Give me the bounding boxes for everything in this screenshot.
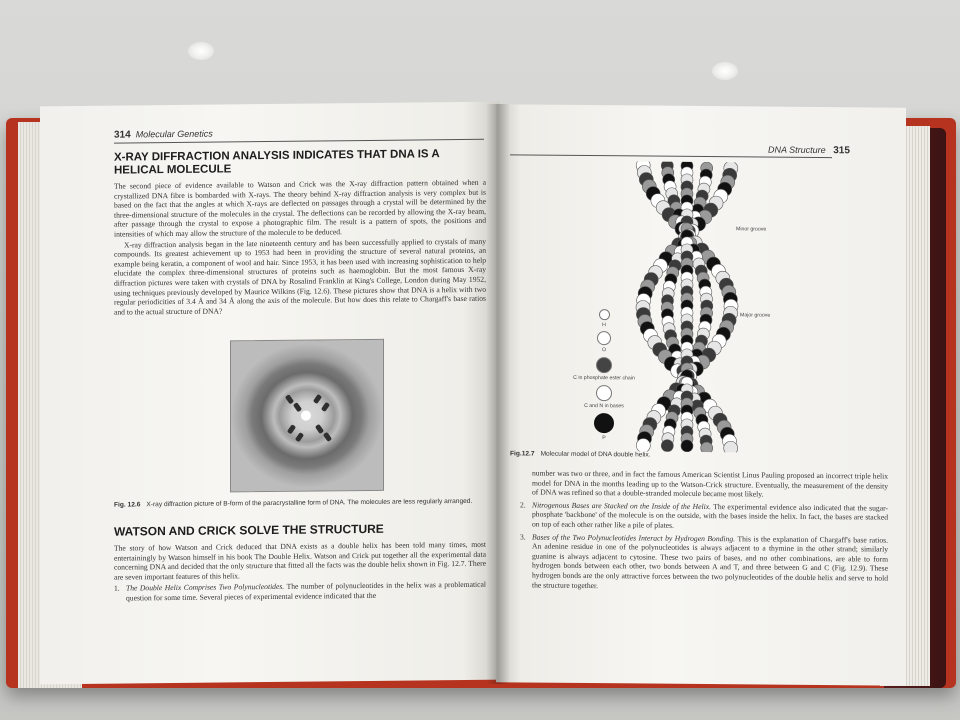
running-head-title: Molecular Genetics — [135, 128, 213, 140]
hydrogen-atom-icon — [599, 309, 610, 320]
legend-hydrogen — [574, 309, 634, 329]
list-item — [520, 500, 888, 532]
running-head-title: DNA Structure — [768, 144, 826, 156]
section-heading: X-RAY DIFFRACTION ANALYSIS INDICATES THAT DNA IS A HELICAL MOLECULE — [114, 148, 440, 177]
carbon-atom-icon — [596, 357, 612, 373]
running-head — [768, 145, 855, 157]
atom-sphere — [636, 438, 650, 452]
xray-diffraction-photo — [230, 339, 384, 493]
paragraph: number was two or three, and in fact the famous American Scientist Linus Pauling proposed an incorrect triple helix model for DNA in the months leading up to the Watson-Crick structure. Eventually, the measurement of the density of DNA was refined so that a double-stranded molecule became most likely. — [532, 468, 888, 499]
paragraph: The second piece of evidence available to Watson and Crick was the X-ray diffraction pattern obtained when a crystallized DNA fibre is bombarded with X-rays. The theory behind X-ray diffraction analysis is very complex but is based on the fact that the angles at which X-rays are deflected on passages through a crystal will be determined by the three-dimensional structure of the molecules in the crystal. The deflections can be recorded by allowing the X-ray beam, after passage through the crystal to expose a photographic film. The result is a pattern of spots, the positions and intensities of which may allow the structure of the molecule to be deduced. — [114, 177, 486, 239]
legend-label: H — [602, 322, 606, 329]
list-number: 1. — [114, 583, 120, 594]
diffraction-spot — [293, 402, 302, 412]
list-item-title: Bases of the Two Polynucleotides Interact by Hydrogen Bonding. — [532, 532, 736, 543]
figure-caption — [510, 450, 840, 461]
legend-phosphate-carbon — [564, 357, 644, 382]
figure-number: Fig. 12.6 — [114, 501, 141, 509]
figure-number: Fig.12.7 — [510, 450, 535, 458]
body-text-block — [114, 540, 486, 603]
legend-phosphorus — [574, 413, 634, 442]
section-heading: WATSON AND CRICK SOLVE THE STRUCTURE — [114, 521, 384, 539]
diffraction-spot — [321, 402, 330, 412]
major-groove-label: Major groove — [740, 312, 771, 319]
legend-oxygen — [574, 331, 634, 354]
figure-caption-text: Molecular model of DNA double helix. — [540, 450, 651, 459]
list-number: 2. — [520, 500, 526, 510]
paragraph: X-ray diffraction analysis began in the late nineteenth century and has been successfully applied to crystals of many compounds. Its greatest achievement up to 1953 had been in providing the structure of several natural proteins, an example being keratin, a component of wool and hair. Since 1953, it has been used with increasing sophistication to help elucidate the complex three-dimensional structures of proteins such as haemoglobin. But the most famous X-ray diffraction pictures were taken with crystals of DNA by Rosalind Franklin at King's College, London during May 1952, using techniques previously developed by Maurice Wilkins (Fig. 12.6). These pictures show that DNA is a helix with two regular periodicities of 3.4 Å and 34 Å along the axis of the molecule. But how does this relate to Chargaff's base ratios and to the actual structure of DNA? — [114, 236, 486, 317]
page-number: 314 — [114, 129, 131, 141]
list-item-text: This is the explanation of Chargaff's base ratios. An adenine residue in one of the polynucleotides is always adjacent to a thymine in the other strand; similarly guanine is always adjacent to cytosine. These two pairs of bases, and no other combinations, are able to form hydrogen bonds between each other, two bonds between A and T, and three between G and C (Fig. 12.9). These hydrogen bonds are the only attractive forces between the two polynucleotides of the double helix and serve to hold the structure together. — [532, 533, 888, 590]
ceiling-light-reflection — [712, 62, 738, 80]
diffraction-spot — [315, 424, 324, 434]
book-spine-shadow — [486, 104, 510, 684]
list-item-text: The number of polynucleotides in the helix was a problematical question for some time. Several pieces of experimental evidence indicated that the — [126, 580, 487, 603]
legend-label: O — [601, 347, 607, 354]
oxygen-atom-icon — [597, 331, 611, 345]
legend-label: P — [602, 435, 606, 442]
list-item — [114, 580, 487, 603]
atom-sphere — [701, 442, 713, 452]
diffraction-spot — [313, 394, 322, 404]
diffraction-spot — [285, 394, 294, 404]
base-atom-icon — [596, 385, 612, 401]
figure-caption — [114, 498, 486, 510]
beam-center — [301, 411, 311, 421]
list-number: 3. — [520, 531, 526, 542]
body-text-block — [520, 468, 888, 593]
running-head — [114, 129, 213, 141]
right-page — [496, 104, 906, 686]
legend-label: C in phosphate ester chain — [573, 374, 635, 382]
paragraph: The story of how Watson and Crick deduced that DNA exists as a double helix has been told many times, most entertainingly by Watson himself in his book The Double Helix. Watson and Crick put together all the experimental data concerning DNA and decided that the only structure that fitted all the facts was the double helix shown in Fig. 12.7. There are seven important features of this helix. — [114, 539, 486, 582]
legend-label: C and N in bases — [584, 402, 624, 410]
atom-sphere — [661, 440, 673, 452]
diffraction-spot — [287, 424, 296, 434]
list-item-title: The Double Helix Comprises Two Polynucleotides. — [126, 582, 285, 593]
body-text-block — [114, 178, 486, 318]
phosphorus-atom-icon — [594, 413, 614, 433]
list-item-title: Nitrogenous Bases are Stacked on the Inside of the Helix. — [532, 500, 711, 511]
left-page — [40, 102, 500, 685]
diffraction-spot — [295, 432, 304, 442]
atom-sphere — [681, 440, 693, 452]
figure-caption-text: X-ray diffraction picture of B-form of the paracrystalline form of DNA. The molecules are less regularly arranged. — [146, 497, 473, 509]
minor-groove-label: Minor groove — [736, 226, 767, 233]
legend-base-carbon-nitrogen — [564, 385, 644, 410]
diffraction-spot — [323, 432, 332, 442]
ceiling-light-reflection — [188, 42, 214, 60]
list-item — [520, 531, 888, 593]
list-item-text: The experimental evidence also indicated that the sugar-phosphate 'backbone' of the molecule is on the outside, with the bases inside the helix. In fact, the bases are stacked on top of each other rather like a pile of plates. — [532, 501, 888, 530]
page-number: 315 — [833, 145, 850, 157]
